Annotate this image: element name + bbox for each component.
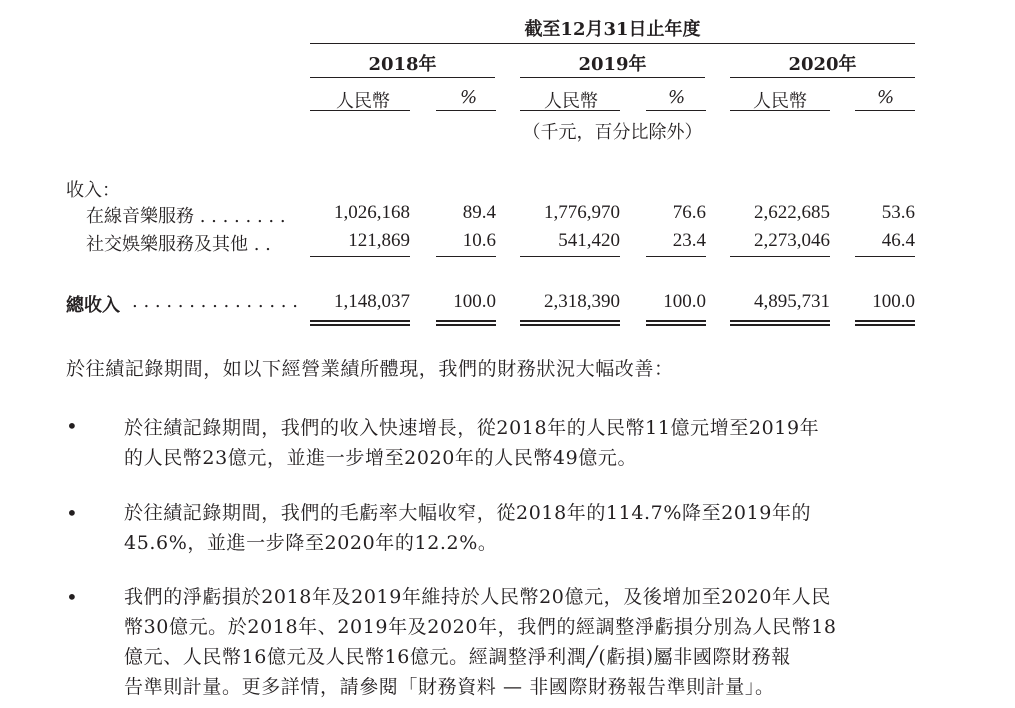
subtotal-rule bbox=[855, 256, 915, 257]
year-header-2018: 2018年 bbox=[368, 54, 437, 75]
cell-online-music-2018-pct: 89.4 bbox=[462, 202, 496, 223]
sub-rule bbox=[855, 110, 915, 111]
bullet-1-line-2: 的人民幣23億元，並進一步增至2020年的人民幣49億元。 bbox=[124, 447, 638, 469]
bullet-marker: • bbox=[66, 585, 78, 609]
bullet-marker: • bbox=[66, 414, 78, 438]
cell-online-music-2020-pct: 53.6 bbox=[881, 202, 915, 223]
subtotal-rule bbox=[436, 256, 496, 257]
cell-social-2020-amount: 2,273,046 bbox=[754, 230, 830, 251]
period-header: 截至12月31日止年度 bbox=[524, 19, 701, 40]
sub-rule bbox=[730, 110, 830, 111]
cell-social-2018-pct: 10.6 bbox=[462, 230, 496, 251]
cell-total-2019-amount: 2,318,390 bbox=[544, 291, 620, 312]
total-double-rule bbox=[855, 320, 915, 326]
cell-total-2020-amount: 4,895,731 bbox=[754, 291, 830, 312]
total-double-rule bbox=[310, 320, 410, 326]
cell-total-2018-amount: 1,148,037 bbox=[334, 291, 410, 312]
cell-online-music-2019-amount: 1,776,970 bbox=[544, 202, 620, 223]
currency-header-2018: 人民幣 bbox=[336, 91, 390, 112]
currency-header-2019: 人民幣 bbox=[544, 91, 598, 112]
total-double-rule bbox=[646, 320, 706, 326]
subtotal-rule bbox=[646, 256, 706, 257]
bullet-2-line-2: 45.6%，並進一步降至2020年的12.2%。 bbox=[124, 532, 498, 554]
bullet-marker: • bbox=[66, 501, 78, 525]
bullet-3-line-4: 告準則計量。更多詳情，請參閱「財務資料 — 非國際財務報告準則計量」。 bbox=[124, 676, 775, 698]
subtotal-rule bbox=[520, 256, 620, 257]
year-rule-2020 bbox=[730, 77, 915, 78]
row-label-online-music: 在線音樂服務 . . . . . . . . bbox=[86, 206, 286, 227]
bullet-1-line-1: 於往績記錄期間，我們的收入快速增長，從2018年的人民幣11億元增至2019年 bbox=[124, 417, 820, 439]
subtotal-rule bbox=[310, 256, 410, 257]
bullet-3-line-3: 億元、人民幣16億元及人民幣16億元。經調整淨利潤╱(虧損)屬非國際財務報 bbox=[124, 646, 791, 668]
cell-social-2018-amount: 121,869 bbox=[348, 230, 410, 251]
bullet-3-line-1: 我們的淨虧損於2018年及2019年維持於人民幣20億元，及後增加至2020年人民 bbox=[124, 586, 831, 608]
cell-social-2020-pct: 46.4 bbox=[881, 230, 915, 251]
total-leader-dots: . . . . . . . . . . . . . . . bbox=[132, 291, 298, 312]
cell-online-music-2019-pct: 76.6 bbox=[672, 202, 706, 223]
sub-rule bbox=[520, 110, 620, 111]
bullet-2-line-1: 於往績記錄期間，我們的毛虧率大幅收窄，從2018年的114.7%降至2019年的 bbox=[124, 502, 812, 524]
unit-note: （千元，百分比除外） bbox=[522, 122, 703, 143]
row-label-social-entertainment: 社交娛樂服務及其他 . . bbox=[86, 234, 271, 255]
percent-header-2018: % bbox=[460, 87, 478, 108]
currency-header-2020: 人民幣 bbox=[753, 91, 807, 112]
sub-rule bbox=[646, 110, 706, 111]
section-label-revenue: 收入： bbox=[66, 180, 120, 201]
sub-rule bbox=[310, 110, 410, 111]
year-rule-2019 bbox=[520, 77, 705, 78]
year-header-2019: 2019年 bbox=[578, 54, 647, 75]
year-header-2020: 2020年 bbox=[788, 54, 857, 75]
bullet-3-line-2: 幣30億元。於2018年、2019年及2020年，我們的經調整淨虧損分別為人民幣18 bbox=[124, 616, 837, 638]
cell-social-2019-pct: 23.4 bbox=[672, 230, 706, 251]
cell-online-music-2020-amount: 2,622,685 bbox=[754, 202, 830, 223]
subtotal-rule bbox=[730, 256, 830, 257]
cell-total-2018-pct: 100.0 bbox=[453, 291, 496, 312]
year-rule-2018 bbox=[310, 77, 495, 78]
header-rule-top bbox=[310, 43, 915, 44]
total-double-rule bbox=[436, 320, 496, 326]
row-label-total-revenue: 總收入 bbox=[66, 295, 120, 316]
cell-total-2019-pct: 100.0 bbox=[663, 291, 706, 312]
intro-paragraph: 於往績記錄期間，如以下經營業績所體現，我們的財務狀況大幅改善： bbox=[66, 358, 674, 380]
cell-online-music-2018-amount: 1,026,168 bbox=[334, 202, 410, 223]
cell-social-2019-amount: 541,420 bbox=[558, 230, 620, 251]
cell-total-2020-pct: 100.0 bbox=[872, 291, 915, 312]
total-double-rule bbox=[730, 320, 830, 326]
total-double-rule bbox=[520, 320, 620, 326]
percent-header-2019: % bbox=[668, 87, 686, 108]
percent-header-2020: % bbox=[877, 87, 895, 108]
sub-rule bbox=[436, 110, 496, 111]
